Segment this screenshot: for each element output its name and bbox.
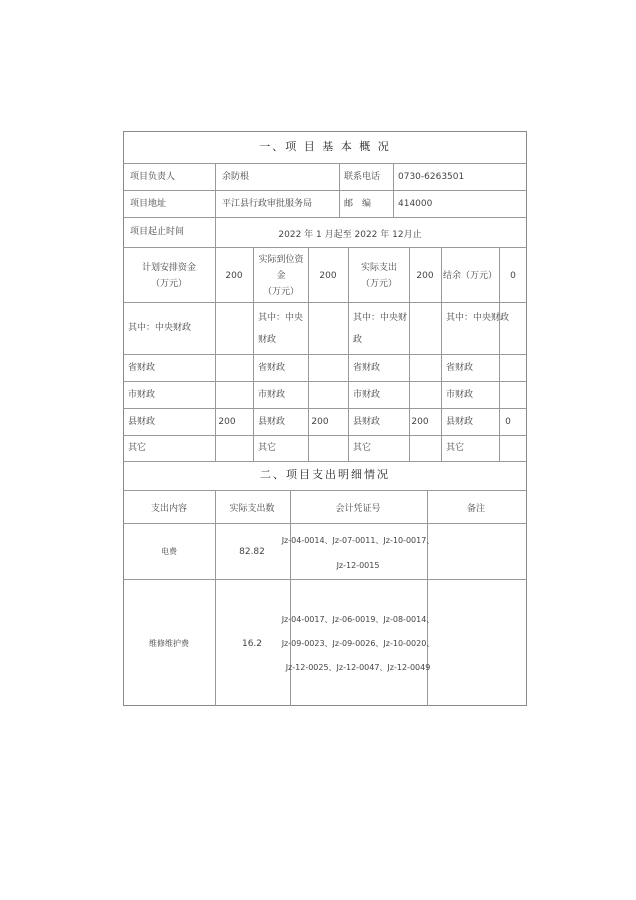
col-divider	[215, 163, 216, 217]
city-finance-label: 市财政	[128, 390, 156, 400]
detail-content: 维修维护费	[149, 639, 189, 648]
col-divider	[441, 247, 442, 461]
row-divider	[123, 190, 527, 191]
section-2-title: 二、项目支出明细情况	[260, 468, 390, 481]
planned-funds-label: 计划安排资金	[141, 263, 197, 273]
row-divider	[123, 247, 527, 248]
county-finance-sub-3: 县财政	[446, 417, 474, 427]
col-divider	[253, 247, 254, 461]
detail-voucher-line: Jz-12-0015	[336, 561, 380, 570]
row-divider	[123, 354, 527, 355]
row-divider	[123, 381, 527, 382]
row-divider	[123, 523, 527, 524]
col-divider	[348, 247, 349, 461]
city-finance-sub-3: 市财政	[446, 390, 474, 400]
row-divider	[123, 461, 527, 462]
county-finance-sub-1: 县财政	[258, 417, 286, 427]
actual-spend-value: 200	[416, 271, 434, 281]
received-funds-label: 实际到位资	[258, 255, 304, 265]
county-received-value: 200	[311, 417, 329, 427]
balance-value: 0	[510, 271, 516, 281]
planned-funds-value: 200	[225, 271, 243, 281]
col-divider	[308, 247, 309, 461]
address-value: 平江县行政审批服务局	[222, 199, 313, 209]
actual-spend-unit: （万元）	[360, 279, 398, 289]
row-divider	[123, 217, 527, 218]
received-funds-label-2: 金	[276, 271, 286, 281]
postcode-label: 邮 编	[344, 199, 372, 209]
postcode-value: 414000	[398, 199, 433, 209]
section-1-title: 一、项 目 基 本 概 况	[259, 140, 391, 153]
row-divider	[123, 408, 527, 409]
period-label: 项目起止时间	[130, 227, 185, 237]
received-funds-value: 200	[319, 271, 337, 281]
city-finance-sub-1: 市财政	[258, 390, 286, 400]
province-finance-sub-1: 省财政	[258, 363, 286, 373]
header-voucher: 会计凭证号	[335, 504, 381, 514]
responsible-label: 项目负责人	[130, 172, 176, 182]
province-finance-sub-3: 省财政	[446, 363, 474, 373]
actual-spend-label: 实际支出	[360, 263, 398, 273]
col-divider	[499, 247, 500, 461]
row-divider	[123, 490, 527, 491]
other-finance-sub-2: 其它	[353, 443, 372, 453]
other-finance-sub-3: 其它	[446, 443, 465, 453]
period-value: 2022 年 1 月起至 2022 年 12月止	[278, 230, 422, 240]
col-divider	[409, 247, 410, 461]
phone-value: 0730-6263501	[398, 172, 465, 182]
row-divider	[123, 302, 527, 303]
detail-amount: 16.2	[241, 639, 263, 649]
header-amount: 实际支出数	[229, 504, 275, 514]
planned-funds-unit: （万元）	[150, 279, 188, 289]
detail-content: 电费	[161, 547, 177, 556]
detail-voucher-line: Jz-04-0014、Jz-07-0011、Jz-10-0017、	[281, 536, 435, 545]
row-divider	[123, 579, 527, 580]
city-finance-sub-2: 市财政	[353, 390, 381, 400]
col-divider	[215, 247, 216, 461]
county-finance-label: 县财政	[128, 417, 156, 427]
central-finance-sub-3: 其中：中央财政	[446, 313, 510, 323]
central-finance-sub-2: 其中：中央财	[353, 313, 408, 323]
county-actual-value: 200	[411, 417, 429, 427]
col-divider	[215, 490, 216, 706]
balance-label: 结余（万元）	[442, 271, 498, 281]
header-content: 支出内容	[150, 504, 188, 514]
central-finance-sub-2b: 政	[353, 335, 363, 345]
other-finance-sub-1: 其它	[258, 443, 277, 453]
col-divider	[215, 217, 216, 247]
col-divider	[339, 163, 340, 217]
other-finance-label: 其它	[128, 443, 147, 453]
address-label: 项目地址	[130, 199, 167, 209]
province-finance-sub-2: 省财政	[353, 363, 381, 373]
header-note: 备注	[466, 504, 486, 514]
detail-voucher-line: Jz-04-0017、Jz-06-0019、Jz-08-0014、	[281, 615, 435, 624]
col-divider	[393, 163, 394, 217]
row-divider	[123, 435, 527, 436]
central-finance-sub-1: 其中：中央	[258, 313, 304, 323]
detail-voucher-line: Jz-09-0023、Jz-09-0026、Jz-10-0020、	[281, 639, 435, 648]
central-finance-sub-1b: 财政	[258, 335, 277, 345]
responsible-value: 余防根	[222, 172, 250, 182]
central-finance-label: 其中：中央财政	[128, 323, 192, 333]
province-finance-label: 省财政	[128, 363, 156, 373]
county-planned-value: 200	[218, 417, 236, 427]
county-finance-sub-2: 县财政	[353, 417, 381, 427]
received-funds-unit: （万元）	[262, 287, 300, 297]
detail-amount: 82.82	[239, 547, 265, 557]
county-balance-value: 0	[505, 417, 511, 427]
phone-label: 联系电话	[344, 172, 381, 182]
row-divider	[123, 163, 527, 164]
detail-voucher-line: Jz-12-0025、Jz-12-0047、Jz-12-0049	[285, 663, 431, 672]
